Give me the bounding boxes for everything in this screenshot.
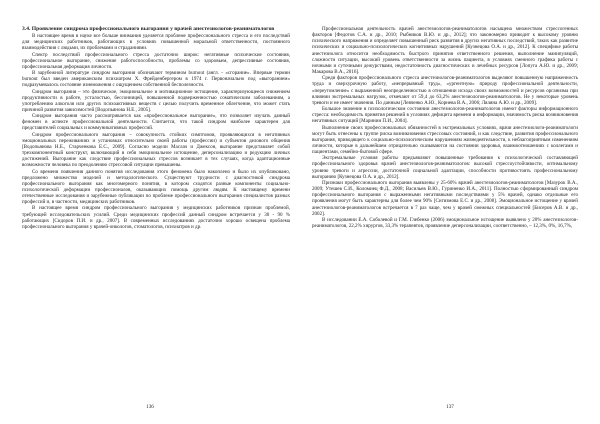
paragraph: Экстремальные условия работы предъявляют повышенные требования к психологической составляющей профессионального здоровья врачей анестезиологов-реаниматологов: высокой стрессоустойчивости, оптимальному уровню тревоги и агрессии, достаточной социальной адаптации, способности противостоять профессиональному выгоранию [Кузнецова О.А. и др., 2012]. [312, 155, 578, 180]
page-number: 136 [146, 404, 154, 410]
paragraph: Профессиональная деятельность врачей анестезиологов-реаниматологов насыщена множеством стрессогенных факторов [Федотов С.А. и др., 2010; Рыбников В.Ю. и др., 2012]; что закономерно приводит к высокому уровню психического напряжения и определяет повышенный риск развития в других негативных последствий, таких как развитие психических и социально-психологических когнитивных нарушений [Кузнецова О.А. и др., 2012]. К специфике работы анестезиолога относится необходимость быстрого принятия ответственного решения, выполнение манипуляций, сложности ситуации, высокий уровень ответственности за жизнь пациента, в условиях сменного графика работы с ночными и суточными дежурствами, недостаточность диагностических и лечебных ресурсов [Лопуга А.Ю. и др., 2009; Макарова В.А., 2016]. [312, 26, 578, 76]
right-page [300, 0, 600, 424]
paragraph: Спектр последствий профессионального стресса достаточно широк: негативные психические состояния, профессиональное выгорание, снижение работоспособности, проблемы со здоровьем, депрессивные состояния, профессиональная деформация личности. [22, 51, 290, 70]
paragraph: В зарубежной литературе синдром выгорания обозначают термином burnout (англ. - «сгорание». Впервые термин burnout был введен американским психиатром Х. Фрейденбергером в 1974 г. Первоначально под «выгоранием» подразумевалось состояние изнеможения с ощущением собственной бесполезности. [22, 70, 290, 89]
paragraph: Со времени появления данного понятия исследования этого феномена было накоплено и было их опубликовано, предложено множество моделей и методологического. Существуют трудности с диагностикой синдрома профессионального выгорания как многомерного понятия, в котором сходятся разные компоненты социально-психологической деформации профессионалов, оказывающих помощь другим людям. К настоящему времени отечественные исследования и зарубежные публикации по проблеме профессионального выгорания специалистов разных профессий и, в частности, медицинских работников. [22, 168, 290, 206]
paragraph: Большое значение в психологическом состоянии анестезиологов-реаниматологов имеют факторы информационного стресса: необходимость принятия решений в условиях дефицита времени и информации, значимость риска возникновения негативных ситуаций [Маринин П.И., 2004]. [312, 106, 578, 125]
page-number: 137 [446, 404, 454, 410]
section-heading: 3.4. Проявление синдрома профессионального выгорания у врачей анестезиологов-реаниматологов [22, 26, 275, 32]
paragraph: В настоящее время синдром профессионального выгорания у медицинских работников признан проблемой, требующей исследовательских усилий. Среди медицинских профессий данный синдром встречается у 30 - 90 % работающих [Сидоров П.И. и др., 2007]. В современных исследованиях достаточно хорошо освещена проблема профессионального выгорания у врачей-онкологов, стоматологов, психиатров и др. [22, 205, 290, 230]
paragraph: Выполнение своих профессиональных обязанностей в экстремальных условиях, врачи анестезиологи-реаниматологи могут быть отнесены к группе риска возникновения стрессовых состояний, и как следствие, развития профессионального выгорания, приводящего к социально-психологическим нарушениям жизнедеятельности, к неблагоприятным изменениям личности, которые в дальнейшем отрицательно сказываются на состоянии здоровья, взаимоотношениях с коллегами и пациентами, семейно-бытовой сфере. [312, 124, 578, 156]
paragraph: Среди факторов профессионального стресса анестезиологов-реаниматологов выделяют повышенную напряженность труда и сверхурочную работу, «непрерывный труд», «ургентную» природу профессиональной деятельности, «переутомление» с выраженной неопределенностью в отношении исхода своих возможностей и ресурсов организма при влиянии экстремальных нагрузок, отмечают от 59,4 до 63,2% анестезиологов-реаниматологов. Не у некоторые уровень тревоги и не имеет значения. По данным [Левченко А.Ю., Корнева В.А., 2006; Ляляна А.Ю. и др., 2009]. [312, 75, 578, 106]
paragraph: Синдром профессионального выгорания – совокупность стойких симптомов, проявляющихся в негативных эмоциональных переживаниях и установках относительно своей работы (профессии) и субъектов делового общения [Водопьянова Н.Е., Старченкова Е.С., 2009]. Согласно модели Маслач и Джексон, выгорание представляет собой трехкомпонентный конструкт, включающий в себя эмоциональное истощение, деперсонализацию и редукцию личных достижений. Выгорание как следствие профессиональных стрессов возникает в тех случаях, когда адаптационные возможности человека по преодолению стрессовой ситуации превышены. [22, 131, 290, 169]
paragraph: Синдром выгорания – это физическое, эмоциональное и мотивационное истощение, характеризующееся снижением продуктивности в работе, усталостью, бессонницей, повышенной подверженностью соматическим заболеваниям, а употреблению алкоголя или других психоактивных веществ с целью получить временное облегчение, что может стать причиной развития зависимостей [Водопьянова Н.Е., 2005]. [22, 88, 290, 113]
paragraph: В настоящее время в науке все больше внимания уделяется проблеме профессионального стресса и его последствий для медицинских работников, работающих в условиях повышенной моральной ответственности, постоянного взаимодействия с людьми, их проблемами и страданиями. [22, 33, 290, 52]
paragraph: Синдром выгорания часто рассматривается как «профессиональное выгорание», что позволяет изучать данный феномен в аспекте профессиональной деятельности. Считается, что такой синдром наиболее характерен для представителей социальных и коммуникативных профессий. [22, 113, 290, 132]
paragraph: В исследовании Е.А. Соболевой и Г.М. Глебенко (2006) эмоциональное истощение выявлено у 20% анестезиологов-реаниматологов, 22,2% хирургов, 33,3% терапевтов, проявление деперсонализации, соответственно, – 12,3%, 0%, 16,7%, [312, 216, 578, 229]
paragraph: Признаки профессионального выгорания выявлены у 25-60% врачей анестезиологов-реаниматологов [Мазурок В.А., 2009; Утешев С.И., Коломиец Ф.Д., 2008; Васильев В.Ю., Гуриненко И.А., 2011]. Полностью сформированный синдром профессионального выгорания с выраженными негативными последствиями у 5% врачей, однако отдельные его проявления могут быть характерны для более чем 90% [Сигизмова Е.С. и др., 2008]. Эмоциональное истощение у врачей анестезиологов-реаниматологов встречается в 7 раз чаще, чем у врачей смежных специальностей [Бисеров А.В. и др., 2002]. [312, 179, 578, 217]
